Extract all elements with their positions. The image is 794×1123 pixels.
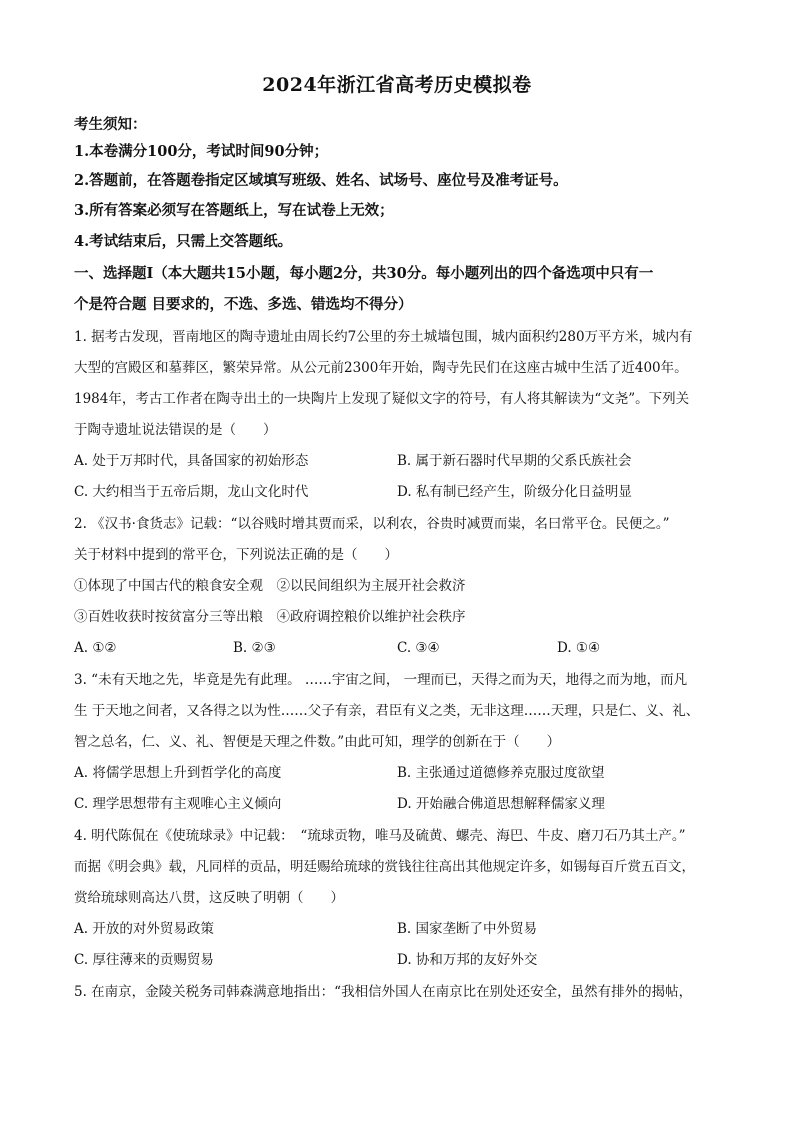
q2-option-a: A. ①②: [74, 640, 117, 656]
q4-option-a: A. 开放的对外贸易政策: [74, 921, 214, 937]
q4-stem-line-2: 而据《明会典》载，凡同样的贡品，明廷赐给琉球的赏钱往往高出其他规定许多，如锡每百斤赏五百文，: [74, 859, 695, 875]
q2-stem-line-1: 2. 《汉书·食货志》记载：“以谷贱时增其贾而采，以利农，谷贵时减贾而粜，名曰常平仓。民便之。”: [74, 516, 670, 532]
q3-option-b: B. 主张通过道德修养克服过度欲望: [397, 765, 605, 781]
q1-stem-line-4: 于陶寺遗址说法错误的是（ ）: [74, 422, 277, 438]
q2-stem-line-2: 关于材料中提到的常平仓，下列说法正确的是（ ）: [74, 547, 398, 563]
q1-option-d: D. 私有制已经产生，阶级分化日益明显: [397, 484, 632, 500]
q1-option-b: B. 属于新石器时代早期的父系氏族社会: [397, 453, 632, 469]
q4-option-c: C. 厚往薄来的贡赐贸易: [74, 952, 214, 968]
page-title: 2024年浙江省高考历史模拟卷: [262, 74, 532, 96]
q2-option-b: B. ②③: [233, 640, 276, 656]
q4-option-b: B. 国家垄断了中外贸易: [397, 921, 538, 937]
q3-option-a: A. 将儒学思想上升到哲学化的高度: [74, 765, 282, 781]
section-heading-line-1: 一、选择题Ⅰ（本大题共15小题，每小题2分，共30分。每小题列出的四个备选项中只有一: [74, 265, 654, 282]
q1-option-c: C. 大约相当于五帝后期，龙山文化时代: [74, 484, 309, 500]
section-heading-line-2: 个是符合题 目要求的，不选、多选、错选均不得分）: [74, 296, 413, 313]
q3-stem-line-2: 生 于天地之间者，又各得之以为性……父子有亲，君臣有义之类，无非这理……天理，只是仁、义、礼、: [74, 703, 700, 719]
q1-stem-line-1: 1. 据考古发现，晋南地区的陶寺遗址由周长约7公里的夯土城墙包围，城内面积约280万平方米，城内有: [74, 329, 693, 345]
q5-stem-line-1: 5. 在南京，金陵关税务司韩森满意地指出：“我相信外国人在南京比在别处还安全，虽然有排外的揭帖，: [74, 984, 693, 1000]
q3-stem-line-3: 智之总名，仁、义、礼、智便是天理之件数。”由此可知，理学的创新在于（ ）: [74, 734, 561, 750]
notice-item-2: 2.答题前，在答题卷指定区域填写班级、姓名、试场号、座位号及准考证号。: [74, 172, 568, 189]
q1-stem-line-3: 1984年，考古工作者在陶寺出土的一块陶片上发现了疑似文字的符号，有人将其解读为“文尧”。下列关: [74, 391, 690, 407]
q2-option-d: D. ①④: [557, 640, 601, 656]
q3-stem-line-1: 3. “未有天地之先，毕竟是先有此理。 ……宇宙之间， 一理而已，天得之而为天，地得之而为地，而凡: [74, 672, 688, 688]
notice-item-4: 4.考试结束后，只需上交答题纸。: [74, 233, 293, 250]
q4-stem-line-1: 4. 明代陈侃在《使琉球录》中记载： “琉球贡物，唯马及硫黄、螺壳、海巴、牛皮、磨刀石乃其土产。”: [74, 828, 686, 844]
q1-stem-line-2: 大型的宫殿区和墓葬区，繁荣异常。从公元前2300年开始，陶寺先民们在这座古城中生活了近400年。: [74, 360, 688, 376]
q2-option-c: C. ③④: [397, 640, 440, 656]
notice-item-3: 3.所有答案必须写在答题纸上，写在试卷上无效；: [74, 202, 394, 219]
q4-stem-line-3: 赏给琉球则高达八贯，这反映了明朝（ ）: [74, 890, 344, 906]
notice-item-1: 1.本卷满分100分，考试时间90分钟；: [74, 143, 329, 160]
q4-option-d: D. 协和万邦的友好外交: [397, 952, 538, 968]
q3-option-d: D. 开始融合佛道思想解释儒家义理: [397, 796, 605, 812]
q2-stem-line-4: ③百姓收获时按贫富分三等出粮 ④政府调控粮价以维护社会秩序: [74, 609, 466, 625]
q1-option-a: A. 处于万邦时代，具备国家的初始形态: [74, 453, 309, 469]
notice-heading: 考生须知：: [74, 116, 147, 133]
q2-stem-line-3: ①体现了中国古代的粮食安全观 ②以民间组织为主展开社会救济: [74, 578, 466, 594]
q3-option-c: C. 理学思想带有主观唯心主义倾向: [74, 796, 282, 812]
